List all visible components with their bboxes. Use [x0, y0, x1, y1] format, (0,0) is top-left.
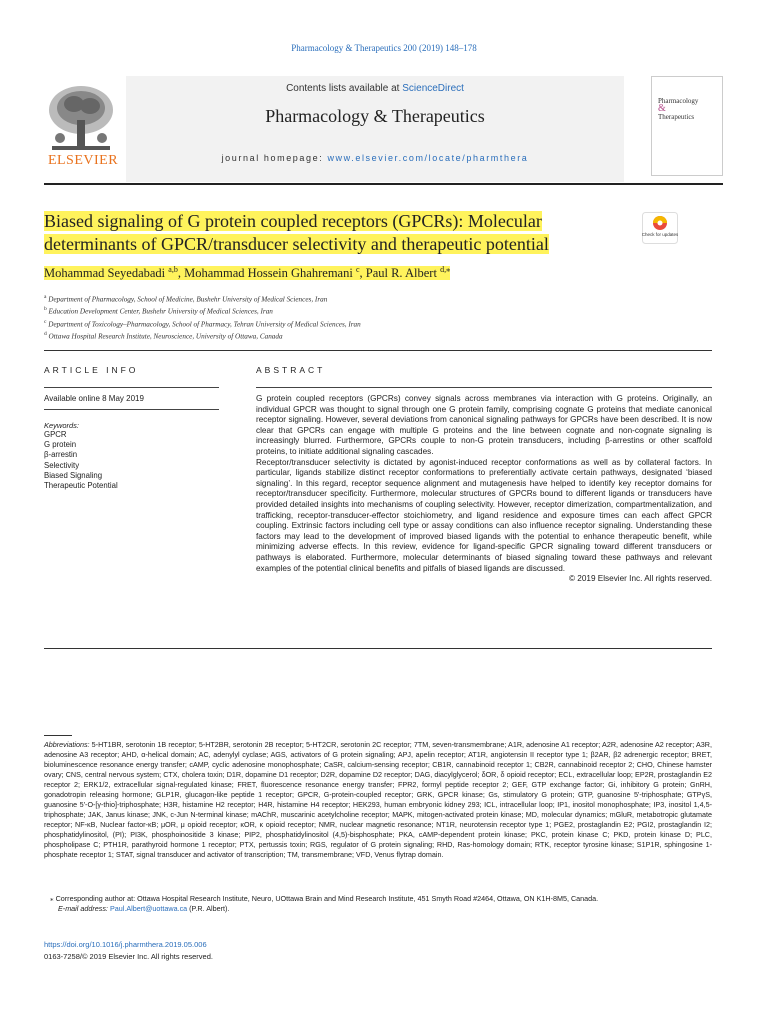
section-divider [44, 648, 712, 649]
cover-text [658, 97, 698, 121]
abstract-body [256, 394, 712, 585]
email-line [50, 904, 710, 914]
journal-header [44, 76, 723, 184]
title-line-1: Biased signaling of G protein coupled receptors (GPCRs): Molecular [44, 211, 542, 231]
article-title [44, 210, 604, 256]
crossmark-icon [642, 212, 678, 244]
author-affil-sup[interactable]: d,⁎ [440, 265, 451, 274]
doi-link[interactable]: https://doi.org/10.1016/j.pharmthera.2019.05.006 [44, 940, 207, 949]
affiliation-item: $^d$ Ottawa Hospital Research Institute, Neuroscience, University of Ottawa, Canada [44, 331, 283, 341]
author-list-highlight [44, 266, 450, 280]
article-info-rule [44, 387, 219, 388]
keywords-label: Keywords: [44, 421, 80, 430]
keyword: Therapeutic Potential [44, 481, 118, 491]
author-separator: , [177, 266, 185, 281]
author-name[interactable]: Mohammad Seyedabadi [44, 266, 166, 281]
abstract-paragraph: Receptor/transducer selectivity is dictated by agonist-induced receptor conformations as well as by collateral factors. In particular, ligands stabilize distinct receptor conformations to preferentially activate certain pathways, designated ‘biased signaling’. In this regard, receptor sequence alignment and mutagenesis have helped to identify key receptor domains for receptor/transducer specificity. Furthermore, molecular structures of GPCRs bound to different ligands or transducers have provided detailed insights into mechanisms of coupling selectivity. However, receptor dimerization, compartmentalization, and trafficking, receptor-transducer-effector stoichiometry, and ligand residence and exposure times can each affect GPCR coupling. Extrinsic factors including cell type or assay conditions can also influence receptor signaling. Understanding these factors may lead to the development of improved biased ligands with the potential to enhance therapeutic benefit, while minimizing adverse effects. In this review, evidence for ligand-specific GPCR signaling toward different transducers or pathways is elaborated. Furthermore, molecular determinants of biased signaling toward these pathways and relevant examples of the potential clinical benefits and pitfalls of biased ligands are discussed. [256, 457, 712, 573]
abbreviations-label: Abbreviations: [44, 740, 90, 749]
footnote-rule [44, 735, 72, 736]
abbreviations-footnote [44, 740, 712, 860]
homepage-link[interactable]: www.elsevier.com/locate/pharmthera [327, 153, 529, 163]
cover-line2: Therapeutics [658, 113, 695, 121]
abstract-rule [256, 387, 712, 388]
keyword: G protein [44, 440, 77, 450]
abstract-copyright: © 2019 Elsevier Inc. All rights reserved. [568, 574, 712, 584]
affiliation-item: $^c$ Department of Toxicology–Pharmacology, School of Pharmacy, Tehran University of Medical Sciences, Iran [44, 318, 361, 329]
affiliation-item: $^a$ Department of Pharmacology, School of Medicine, Bushehr University of Medical Sciences, Iran [44, 294, 328, 304]
journal-title: Pharmacology & Therapeutics [265, 106, 485, 126]
section-divider [44, 350, 712, 351]
author-separator: , [359, 266, 366, 281]
sciencedirect-link[interactable]: ScienceDirect [402, 83, 464, 94]
affiliation-item: $^b$ Education Development Center, Bushehr University of Medical Sciences, Iran [44, 306, 273, 316]
crossmark-button[interactable] [642, 212, 678, 244]
abbreviations-text: 5-HT1BR, serotonin 1B receptor; 5-HT2BR, serotonin 2B receptor; 5-HT2CR, serotonin 2C receptor; 7TM, seven-transmembrane; A1R, adenosine A1 receptor; A2R, adenosine A2 receptor; A3R, adenosine A3 receptor; AHD, α-helical domain; AC, adenylyl cyclase; AGS, activators of G protein signaling; APJ, apelin receptor; AT1R, angiotensin II receptor type 1; β2AR, β2 adrenergic receptor; BRET, bioluminescence resonance energy transfer; cAMP, cyclic adenosine monophosphate; CaSR, calcium-sensing receptor; CB1R, cannabinoid receptor 1; CB2R, cannabinoid receptor 2; CHO, Chinese hamster ovary; CNS, central nervous system; CTX, cholera toxin; D1R, dopamine D1 receptor; D2R, dopamine D2 receptor; DAG, diacylglycerol; δOR, δ opioid receptor; ECL, extracellular loop; EP2R, prostaglandin E2 receptor 2; ERK1/2, extracellular signal-regulated kinase; FRET, fluorescence resonance energy transfer; FPR2, formyl peptide receptor 2; GEF, GTP exchange factor; Gi, inhibitory G protein; GnRH, gonadotropin releasing hormone; GLP1R, glucagon-like peptide 1 receptor; GPCR, G-protein-coupled receptor; GRK, GPCR kinase; Gs, stimulatory G protein; GTP, guanosine 5'-triphosphate; GTPγS, guanosine 5'-O-[γ-thio]-triphosphate; H3R, histamine H2 receptor; H4R, histamine H4 receptor; HEK293, human embryonic kidney 293; ICL, intracellular loop; IP1, inositol monophosphate; IP3, inositol 1,4,5-triphosphate; JAK, Janus kinase; JNK, c-Jun N-terminal kinase; mAChR, muscarinic acetylcholine receptor; MAPK, mitogen-activated protein kinase; MD, molecular dynamics; mGluR, metabotropic glutamate receptor; NF-κB, Nuclear factor-κB; μOR, μ opioid receptor; κOR, κ opioid receptor; NMR, nuclear magnetic resonance; NT1R, neurotensin receptor type 1; PGE2, prostaglandin E2; PGI2, prostaglandin I2; phosphatidylinositol, (PI); PI3K, phosphoinositide 3 kinase; PIP2, phosphatidylinositol (4,5)-bisphosphate; PKA, cAMP-dependent protein kinase; PKC, protein kinase C; PKD, protein kinase D; PLC, phospholipase C; PTH1R, parathyroid hormone 1 receptor; PTX, pertussis toxin; RGS, regulator of G protein signaling; RHD, Ras-homology domain; RTK, receptor tyrosine kinase; S1P1R, sphingosine 1-phosphate receptor 1; STAT, signal transducer and activator of transcription; TM, transmembrane; VFD, Venus flytrap domain. [44, 740, 712, 859]
corresponding-address: ⁎ Corresponding author at: Ottawa Hospital Research Institute, Neuro, UOttawa Brain and Mind Research Institute, 451 Smyth Road #2464, Ottawa, ON K1H-8M5, Canada. [50, 894, 599, 903]
author-affil-sup[interactable]: a,b [168, 265, 178, 274]
journal-banner [126, 76, 624, 182]
article-info-heading: ARTICLE INFO [44, 365, 139, 375]
crossmark-label: Check for updates [642, 232, 678, 237]
keyword: Biased Signaling [44, 470, 103, 480]
available-online: Available online 8 May 2019 [44, 394, 144, 403]
author-list [44, 265, 450, 281]
cover-line1: Pharmacology [658, 97, 699, 105]
email-suffix: (P.R. Albert). [187, 904, 230, 913]
journal-cover-thumbnail[interactable] [651, 76, 723, 176]
abstract-paragraph: G protein coupled receptors (GPCRs) convey signals across membranes via interaction with G proteins. Originally, an individual GPCR was thought to signal through one G protein family, comprising cognate G proteins that mediate canonical receptor signaling. However, several deviations from canonical signaling pathways for GPCRs have been described. It is now clear that GPCRs can engage with multiple G proteins and the line between cognate and non-cognate signaling is increasingly blurred. Furthermore, GPCRs couple to non-G protein transducers, including β-arrestins or other scaffold proteins, to initiate additional signaling cascades. [256, 394, 712, 456]
header-rule [44, 183, 723, 185]
journal-citation[interactable]: Pharmacology & Therapeutics 200 (2019) 148–178 [291, 43, 477, 53]
corresponding-author-note [50, 894, 710, 914]
abstract-column [256, 365, 712, 585]
email-link[interactable]: Paul.Albert@uottawa.ca [109, 904, 188, 913]
publisher-name: ELSEVIER [47, 153, 119, 168]
homepage-prefix: journal homepage: [221, 153, 328, 163]
keyword: GPCR [44, 430, 67, 439]
author-name[interactable]: Paul R. Albert [365, 266, 437, 281]
journal-homepage [126, 153, 624, 163]
contents-line [126, 83, 624, 94]
keyword: Selectivity [44, 460, 80, 470]
contents-prefix: Contents lists available at [286, 83, 403, 94]
affiliation-list [44, 292, 361, 342]
article-info-rule [44, 409, 219, 410]
author-affil-sup[interactable]: c [355, 265, 360, 274]
abstract-heading: ABSTRACT [256, 365, 326, 375]
elsevier-tree-logo [44, 76, 118, 164]
title-line-2: determinants of GPCR/transducer selectivity and therapeutic potential [44, 234, 549, 254]
issn-copyright: 0163-7258/© 2019 Elsevier Inc. All rights reserved. [44, 952, 213, 961]
article-info-column [44, 365, 219, 491]
author-name[interactable]: Mohammad Hossein Ghahremani [184, 266, 353, 281]
cover-amp: & [658, 103, 666, 114]
keyword: β-arrestin [44, 450, 78, 460]
email-label: E-mail address: [58, 904, 108, 913]
